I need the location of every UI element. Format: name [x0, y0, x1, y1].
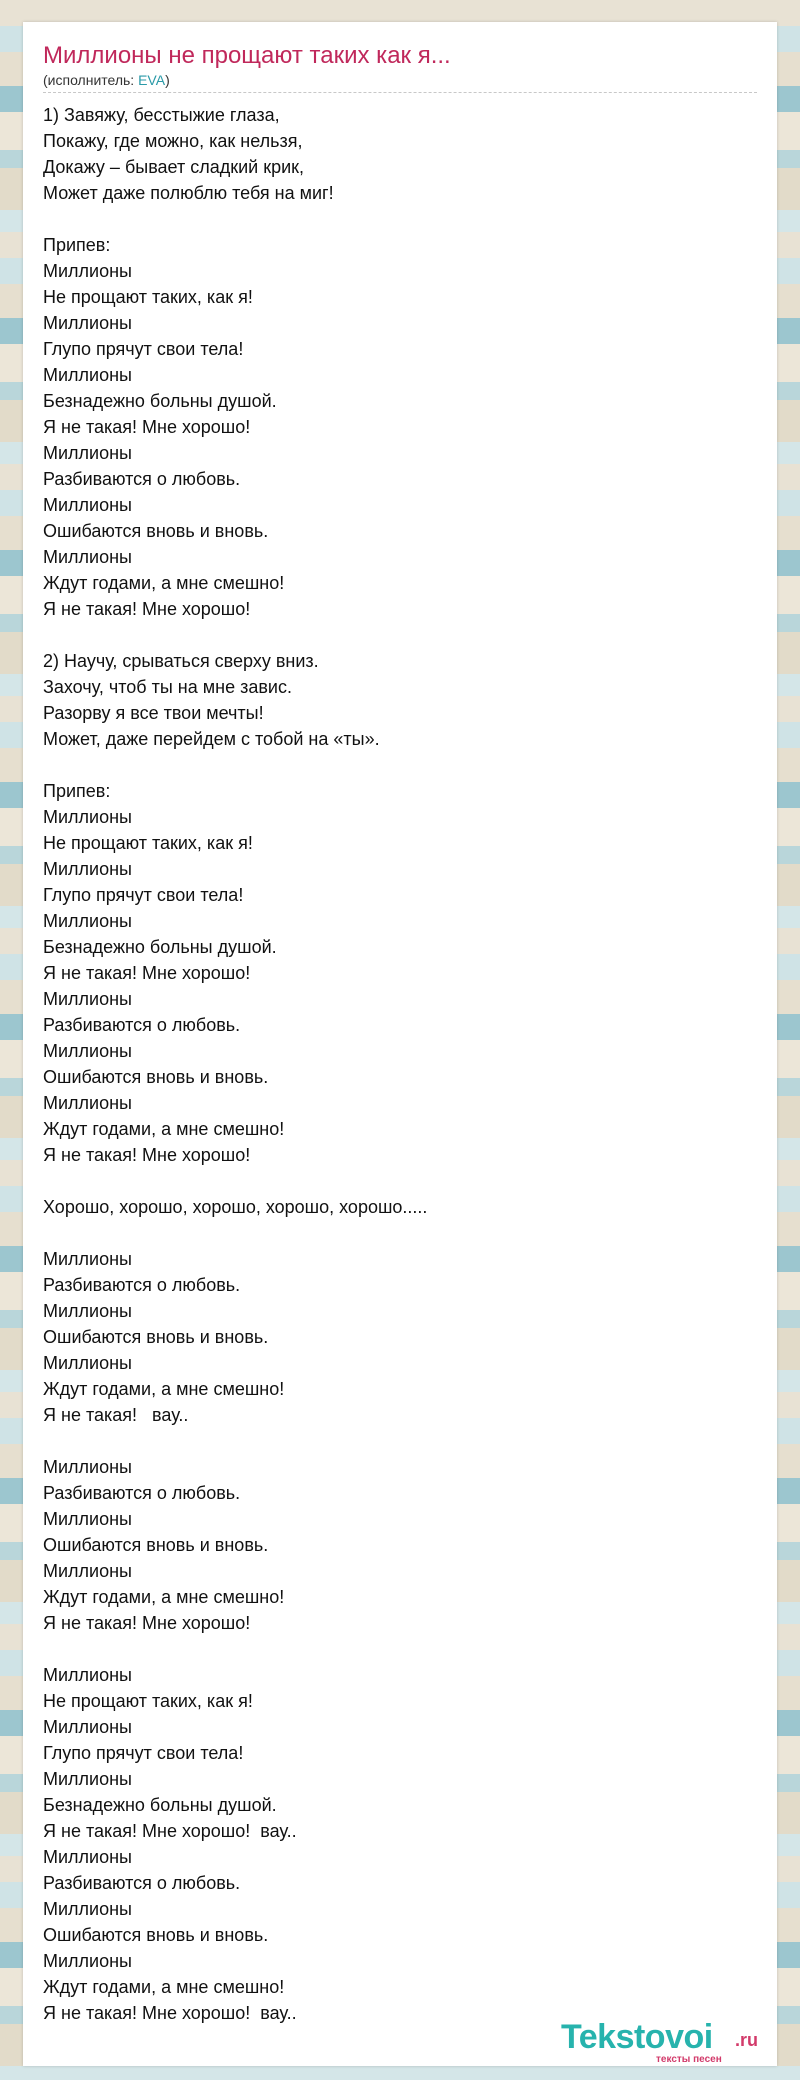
lyric-line: Миллионы [43, 1769, 132, 1789]
lyric-blank-line [43, 1636, 743, 1662]
lyric-line: Припев: [43, 781, 111, 801]
lyric-line: Ошибаются вновь и вновь. [43, 1067, 269, 1087]
lyric-line: Я не такая! Мне хорошо! [43, 417, 251, 437]
lyric-line: Ждут годами, а мне смешно! [43, 1977, 285, 1997]
lyric-line: Ждут годами, а мне смешно! [43, 1587, 285, 1607]
lyric-line: Миллионы [43, 443, 132, 463]
lyric-line: Миллионы [43, 1041, 132, 1061]
lyric-line: 2) Научу, срываться сверху вниз. [43, 651, 319, 671]
lyric-line: Миллионы [43, 989, 132, 1009]
lyric-line: Миллионы [43, 365, 132, 385]
lyric-line: Ждут годами, а мне смешно! [43, 573, 285, 593]
lyric-line: Миллионы [43, 1457, 132, 1477]
lyric-line: Ошибаются вновь и вновь. [43, 1327, 269, 1347]
lyric-line: Я не такая! Мне хорошо! вау.. [43, 1821, 297, 1841]
lyric-line: Захочу, чтоб ты на мне завис. [43, 677, 292, 697]
lyric-line: Миллионы [43, 911, 132, 931]
lyric-line: Докажу – бывает сладкий крик, [43, 157, 305, 177]
lyric-blank-line [43, 1168, 743, 1194]
lyric-line: Разбиваются о любовь. [43, 1015, 241, 1035]
lyric-line: Покажу, где можно, как нельзя, [43, 131, 303, 151]
lyric-line: Ошибаются вновь и вновь. [43, 1925, 269, 1945]
lyric-line: 1) Завяжу, бесстыжие глаза, [43, 105, 280, 125]
lyric-line: Миллионы [43, 1301, 132, 1321]
lyric-line: Миллионы [43, 1093, 132, 1113]
lyric-line: Хорошо, хорошо, хорошо, хорошо, хорошо..... [43, 1197, 428, 1217]
lyric-line: Безнадежно больны душой. [43, 391, 277, 411]
artist-line [43, 72, 170, 88]
lyric-line: Я не такая! Мне хорошо! [43, 963, 251, 983]
lyric-line: Я не такая! Мне хорошо! [43, 1145, 251, 1165]
lyric-line: Миллионы [43, 1509, 132, 1529]
lyric-line: Миллионы [43, 859, 132, 879]
lyric-line: Миллионы [43, 495, 132, 515]
lyrics-text [43, 102, 743, 2026]
lyric-line: Миллионы [43, 1717, 132, 1737]
lyric-line: Миллионы [43, 547, 132, 567]
artist-suffix: ) [165, 72, 170, 88]
logo-tld: .ru [735, 2030, 759, 2050]
lyric-line: Миллионы [43, 1353, 132, 1373]
lyric-line: Припев: [43, 235, 111, 255]
lyric-line: Миллионы [43, 313, 132, 333]
lyrics-page [23, 22, 777, 2066]
logo-name: Tekstovoi [561, 2018, 713, 2056]
lyric-line: Безнадежно больны душой. [43, 1795, 277, 1815]
lyric-line: Может, даже перейдем с тобой на «ты». [43, 729, 380, 749]
lyric-line: Разбиваются о любовь. [43, 1483, 241, 1503]
lyric-line: Миллионы [43, 1951, 132, 1971]
lyric-blank-line [43, 622, 743, 648]
lyric-blank-line [43, 206, 743, 232]
artist-link[interactable]: EVA [138, 72, 166, 88]
lyric-line: Ждут годами, а мне смешно! [43, 1379, 285, 1399]
lyric-line: Миллионы [43, 1899, 132, 1919]
lyric-line: Я не такая! вау.. [43, 1405, 189, 1425]
lyric-line: Я не такая! Мне хорошо! [43, 1613, 251, 1633]
lyric-line: Не прощают таких, как я! [43, 1691, 253, 1711]
lyric-line: Глупо прячут свои тела! [43, 1743, 244, 1763]
lyric-line: Миллионы [43, 1847, 132, 1867]
lyric-line: Разбиваются о любовь. [43, 1275, 241, 1295]
lyric-line: Миллионы [43, 807, 132, 827]
lyric-line: Не прощают таких, как я! [43, 287, 253, 307]
lyric-line: Ошибаются вновь и вновь. [43, 521, 269, 541]
lyric-line: Я не такая! Мне хорошо! [43, 599, 251, 619]
lyric-line: Разорву я все твои мечты! [43, 703, 264, 723]
lyric-line: Миллионы [43, 1665, 132, 1685]
lyric-line: Миллионы [43, 261, 132, 281]
title-divider [43, 92, 757, 93]
lyric-line: Ждут годами, а мне смешно! [43, 1119, 285, 1139]
lyric-line: Глупо прячут свои тела! [43, 885, 244, 905]
lyric-line: Я не такая! Мне хорошо! вау.. [43, 2003, 297, 2023]
lyric-line: Не прощают таких, как я! [43, 833, 253, 853]
lyric-line: Миллионы [43, 1249, 132, 1269]
lyric-line: Разбиваются о любовь. [43, 1873, 241, 1893]
lyric-line: Может даже полюблю тебя на миг! [43, 183, 334, 203]
lyric-line: Разбиваются о любовь. [43, 469, 241, 489]
lyric-line: Безнадежно больны душой. [43, 937, 277, 957]
lyric-line: Миллионы [43, 1561, 132, 1581]
lyric-blank-line [43, 752, 743, 778]
lyric-blank-line [43, 1428, 743, 1454]
lyric-line: Глупо прячут свои тела! [43, 339, 244, 359]
artist-prefix: (исполнитель: [43, 72, 139, 88]
song-title: Миллионы не прощают таких как я... [43, 42, 451, 69]
logo-tagline: тексты песен [656, 2054, 722, 2065]
site-logo[interactable] [561, 2018, 771, 2066]
lyric-blank-line [43, 1220, 743, 1246]
lyric-line: Ошибаются вновь и вновь. [43, 1535, 269, 1555]
